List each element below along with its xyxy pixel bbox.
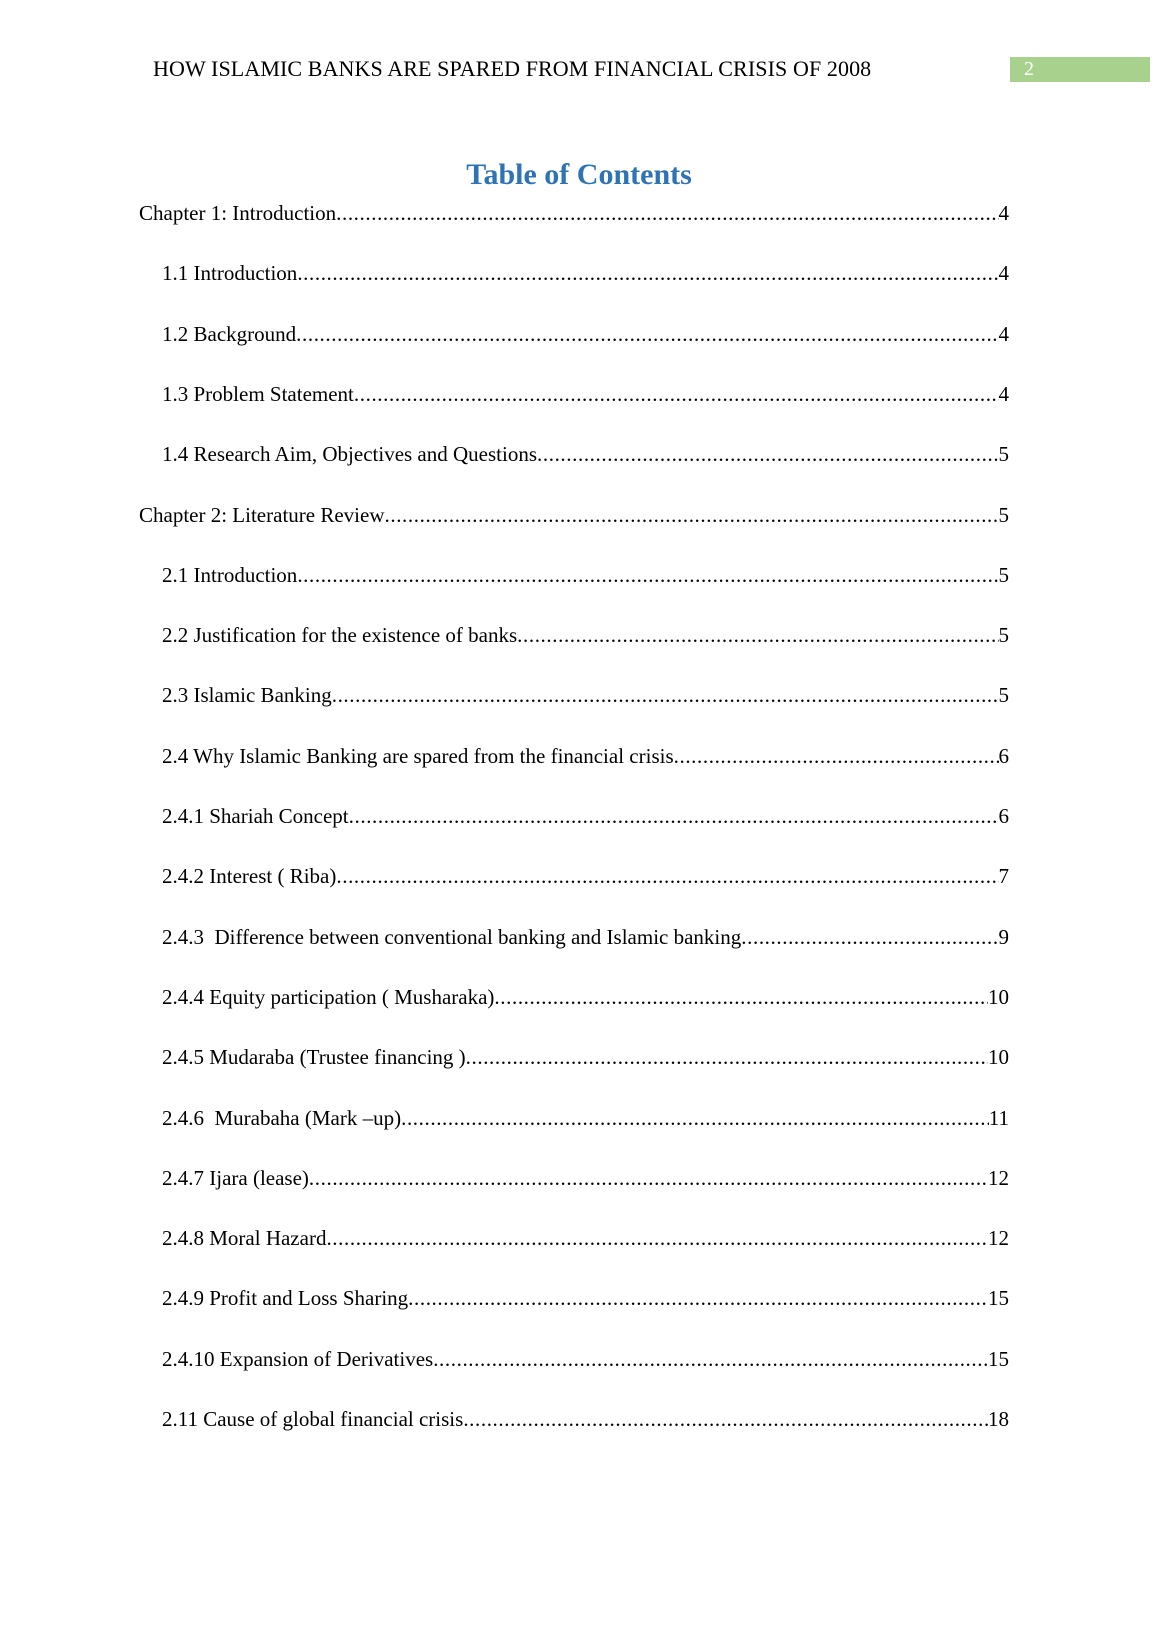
toc-entry-label: 2.4.8 Moral Hazard (162, 1226, 327, 1251)
toc-entry-label: 2.4.6 Murabaha (Mark –up) (162, 1105, 402, 1130)
toc-entry-2-11[interactable] (162, 1404, 1009, 1434)
toc-dot-leader (537, 439, 998, 469)
toc-dot-leader (349, 801, 999, 831)
toc-entry-page: 6 (998, 743, 1009, 768)
toc-entry-label: Chapter 2: Literature Review (139, 502, 385, 527)
toc-entry-2-4-3[interactable] (162, 922, 1009, 952)
toc-entry-page: 5 (998, 442, 1009, 467)
toc-dot-leader (408, 1283, 988, 1313)
toc-entry-chapter-1[interactable] (139, 198, 1009, 228)
toc-entry-label: 2.11 Cause of global financial crisis (162, 1407, 464, 1431)
toc-entry-2-3[interactable] (162, 680, 1009, 710)
toc-entry-2-4-6[interactable] (162, 1103, 1009, 1133)
toc-entry-page: 18 (988, 1407, 1009, 1431)
toc-entry-1-3[interactable] (162, 379, 1009, 409)
toc-entry-label: 2.2 Justification for the existence of banks (162, 623, 518, 648)
toc-dot-leader (517, 620, 998, 650)
toc-entry-page: 12 (988, 1226, 1009, 1251)
toc-entry-page: 11 (988, 1105, 1009, 1130)
toc-entry-page: 5 (998, 502, 1009, 527)
toc-entry-page: 9 (998, 924, 1009, 949)
toc-entry-1-2[interactable] (162, 319, 1009, 349)
toc-entry-label: 2.4.5 Mudaraba (Trustee financing ) (162, 1045, 466, 1070)
toc-title: Table of Contents (466, 158, 692, 191)
toc-entry-page: 4 (998, 261, 1009, 286)
toc-entry-label: 2.1 Introduction (162, 562, 298, 587)
toc-dot-leader (336, 861, 998, 891)
toc-entry-page: 5 (998, 623, 1009, 648)
toc-dot-leader (309, 1163, 988, 1193)
toc-entry-label: 1.1 Introduction (162, 261, 298, 286)
toc-dot-leader (401, 1103, 989, 1133)
toc-entry-page: 4 (998, 321, 1009, 346)
toc-dot-leader (326, 1223, 988, 1253)
toc-entry-page: 10 (988, 1045, 1009, 1070)
toc-entry-label: 2.4.2 Interest ( Riba) (162, 864, 337, 889)
toc-entry-2-4-7[interactable] (162, 1163, 1009, 1193)
toc-entry-2-4-10[interactable] (162, 1344, 1009, 1374)
toc-entry-label: 1.3 Problem Statement (162, 381, 354, 406)
toc-entry-page: 4 (998, 201, 1009, 225)
toc-entry-label: 2.4.3 Difference between conventional banking and Islamic banking (162, 924, 742, 949)
toc-dot-leader (466, 1042, 988, 1072)
toc-dot-leader (433, 1344, 988, 1374)
toc-entry-label: 2.4.10 Expansion of Derivatives (162, 1346, 434, 1371)
toc-entry-label: 2.4.4 Equity participation ( Musharaka) (162, 984, 495, 1009)
toc-entry-page: 6 (998, 804, 1009, 828)
toc-dot-leader (463, 1404, 988, 1434)
toc-entry-label: 2.4.1 Shariah Concept (162, 804, 349, 828)
toc-dot-leader (332, 680, 999, 710)
toc-entry-2-2[interactable] (162, 620, 1009, 650)
toc-entry-page: 15 (988, 1286, 1009, 1311)
page-number-badge: 2 (1010, 57, 1150, 82)
toc-entry-2-4-8[interactable] (162, 1223, 1009, 1253)
toc-entry-label: 2.4 Why Islamic Banking are spared from the financial crisis (162, 743, 674, 768)
toc-entry-2-4-9[interactable] (162, 1283, 1009, 1313)
toc-entry-page: 5 (998, 562, 1009, 587)
toc-entry-page: 12 (988, 1165, 1009, 1190)
toc-entry-2-4[interactable] (162, 741, 1009, 771)
toc-entry-label: 2.4.7 Ijara (lease) (162, 1165, 309, 1190)
toc-entry-2-4-1[interactable] (162, 801, 1009, 831)
toc-entry-label: Chapter 1: Introduction (139, 201, 337, 225)
toc-entry-label: 1.2 Background (162, 321, 297, 346)
toc-dot-leader (674, 741, 999, 771)
toc-entry-2-1[interactable] (162, 560, 1009, 590)
toc-entry-page: 4 (998, 381, 1009, 406)
toc-dot-leader (385, 500, 999, 530)
toc-entry-2-4-4[interactable] (162, 982, 1009, 1012)
toc-entry-page: 5 (998, 683, 1009, 708)
toc-entry-2-4-5[interactable] (162, 1042, 1009, 1072)
toc-entry-2-4-2[interactable] (162, 861, 1009, 891)
toc-dot-leader (741, 922, 998, 952)
toc-dot-leader (354, 379, 999, 409)
toc-entry-page: 10 (988, 984, 1009, 1009)
toc-dot-leader (297, 258, 998, 288)
toc-dot-leader (297, 560, 998, 590)
running-header-title: HOW ISLAMIC BANKS ARE SPARED FROM FINANCIAL CRISIS OF 2008 (153, 56, 872, 81)
toc-entry-label: 2.4.9 Profit and Loss Sharing (162, 1286, 409, 1311)
toc-entry-page: 7 (998, 864, 1009, 889)
toc-entry-page: 15 (988, 1346, 1009, 1371)
toc-entry-label: 2.3 Islamic Banking (162, 683, 332, 708)
toc-dot-leader (494, 982, 988, 1012)
toc-dot-leader (296, 319, 998, 349)
toc-entry-label: 1.4 Research Aim, Objectives and Questions (162, 442, 538, 467)
toc-entry-chapter-2[interactable] (139, 500, 1009, 530)
toc-entry-1-1[interactable] (162, 258, 1009, 288)
toc-dot-leader (336, 198, 998, 228)
toc-entry-1-4[interactable] (162, 439, 1009, 469)
